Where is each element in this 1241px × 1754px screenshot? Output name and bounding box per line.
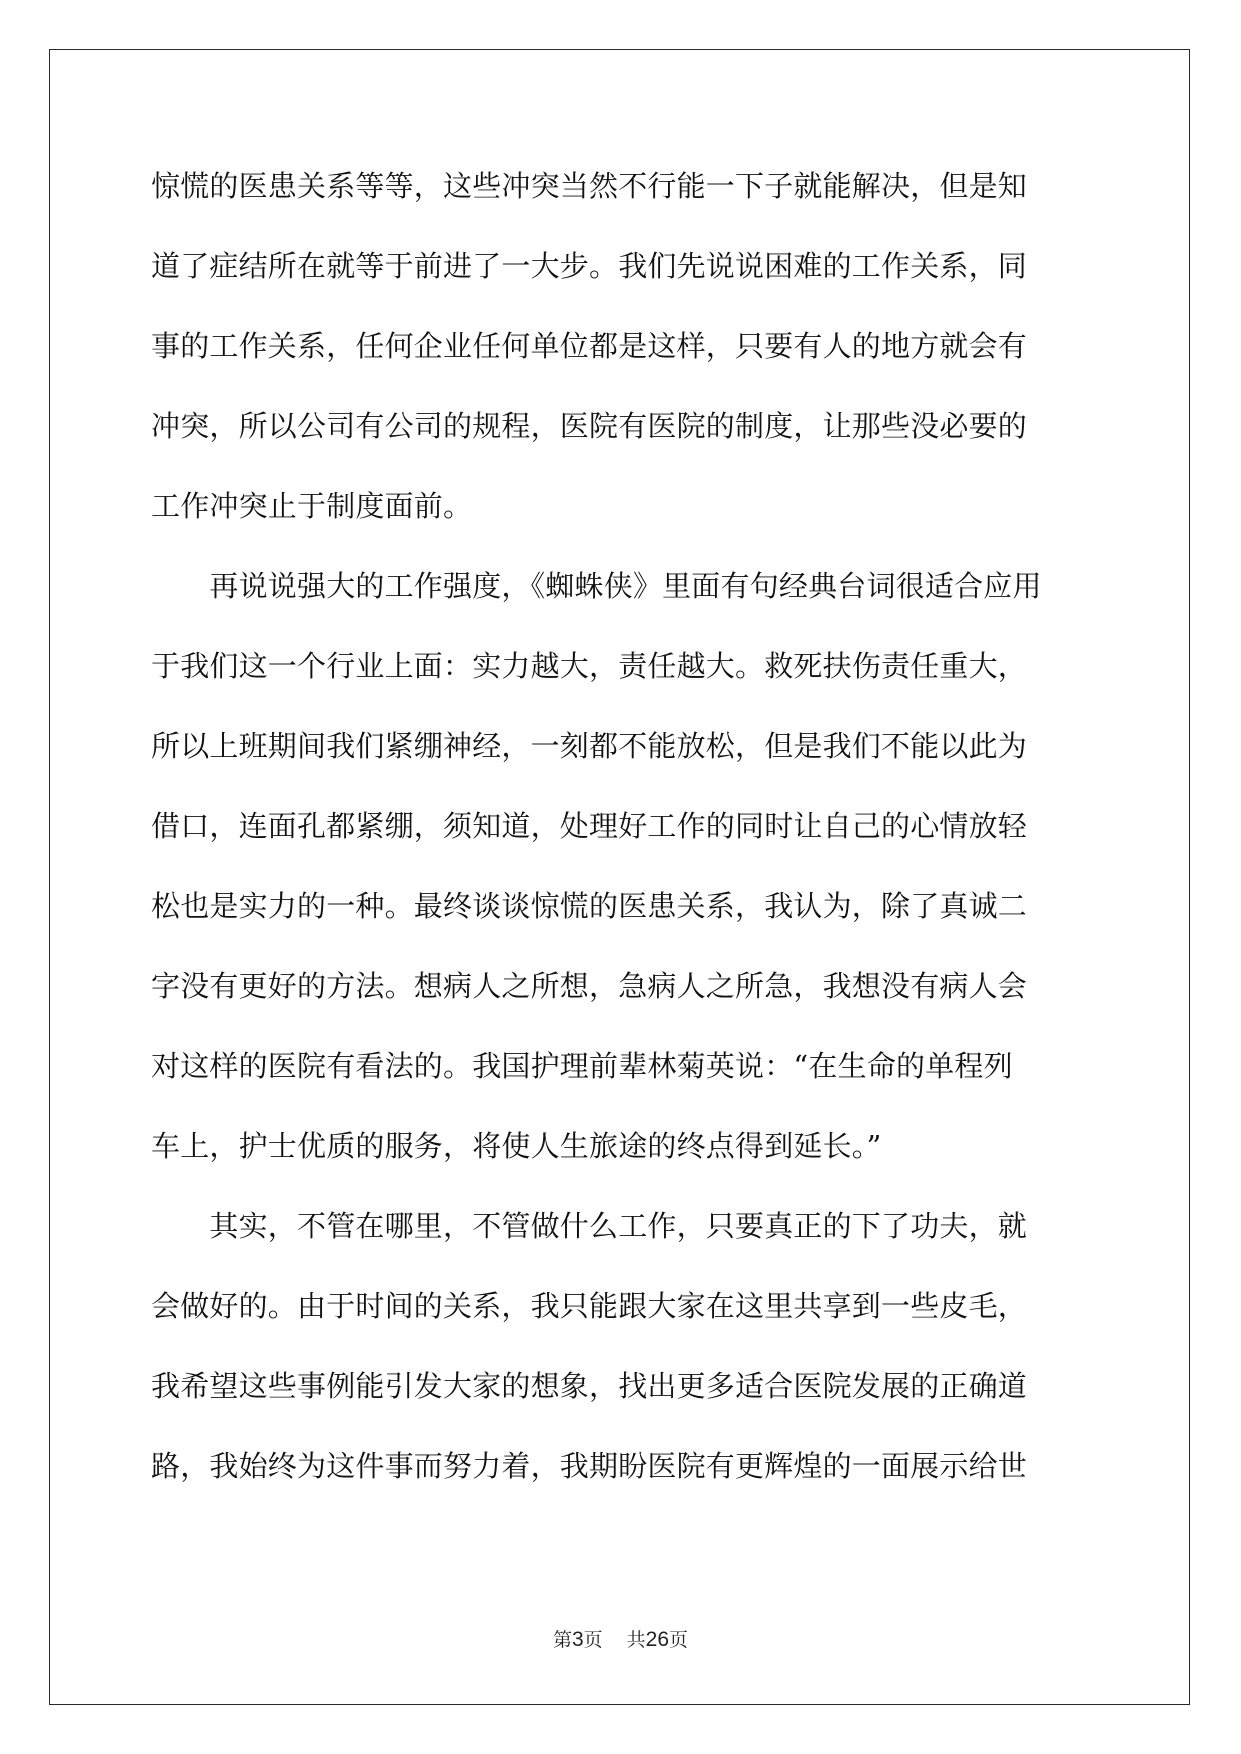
- total-pages: 26: [645, 1628, 670, 1651]
- text-line: 字没有更好的方法。想病人之所想，急病人之所急，我想没有病人会: [151, 969, 1028, 1003]
- text-line: 借口，连面孔都紧绷，须知道，处理好工作的同时让自己的心情放轻: [151, 809, 1028, 843]
- text-line: 工作冲突止于制度面前。: [151, 489, 473, 523]
- text-line: 松也是实力的一种。最终谈谈惊慌的医患关系，我认为，除了真诚二: [151, 889, 1028, 923]
- text-line: 所以上班期间我们紧绷神经，一刻都不能放松，但是我们不能以此为: [151, 729, 1028, 763]
- page-footer: [0, 1628, 1241, 1652]
- document-body: [151, 158, 1091, 1518]
- text-line: 事的工作关系，任何企业任何单位都是这样，只要有人的地方就会有: [151, 329, 1028, 363]
- text-line: 会做好的。由于时间的关系，我只能跟大家在这里共享到一些皮毛，: [151, 1289, 1028, 1323]
- text-line: 再说说强大的工作强度，《蜘蛛侠》里面有句经典台词很适合应用: [151, 569, 1042, 603]
- text-line: 对这样的医院有看法的。我国护理前辈林菊英说：“在生命的单程列: [151, 1049, 1013, 1083]
- text-line: 惊慌的医患关系等等，这些冲突当然不行能一下子就能解决，但是知: [151, 169, 1028, 203]
- text-line: 我希望这些事例能引发大家的想象，找出更多适合医院发展的正确道: [151, 1369, 1028, 1403]
- text-line: 路，我始终为这件事而努力着，我期盼医院有更辉煌的一面展示给世: [151, 1449, 1028, 1483]
- total-suffix: 页: [669, 1629, 689, 1651]
- text-line: 道了症结所在就等于前进了一大步。我们先说说困难的工作关系，同: [151, 249, 1028, 283]
- page-prefix: 第: [552, 1629, 572, 1651]
- total-prefix: 共: [626, 1629, 646, 1651]
- page-number: 3: [571, 1628, 584, 1651]
- text-line: 其实，不管在哪里，不管做什么工作，只要真正的下了功夫，就: [151, 1209, 1028, 1243]
- text-line: 于我们这一个行业上面：实力越大，责任越大。救死扶伤责任重大，: [151, 649, 1028, 683]
- page-suffix: 页: [583, 1629, 603, 1651]
- text-line: 车上，护士优质的服务，将使人生旅途的终点得到延长。”: [151, 1129, 882, 1163]
- text-line: 冲突，所以公司有公司的规程，医院有医院的制度，让那些没必要的: [151, 409, 1028, 443]
